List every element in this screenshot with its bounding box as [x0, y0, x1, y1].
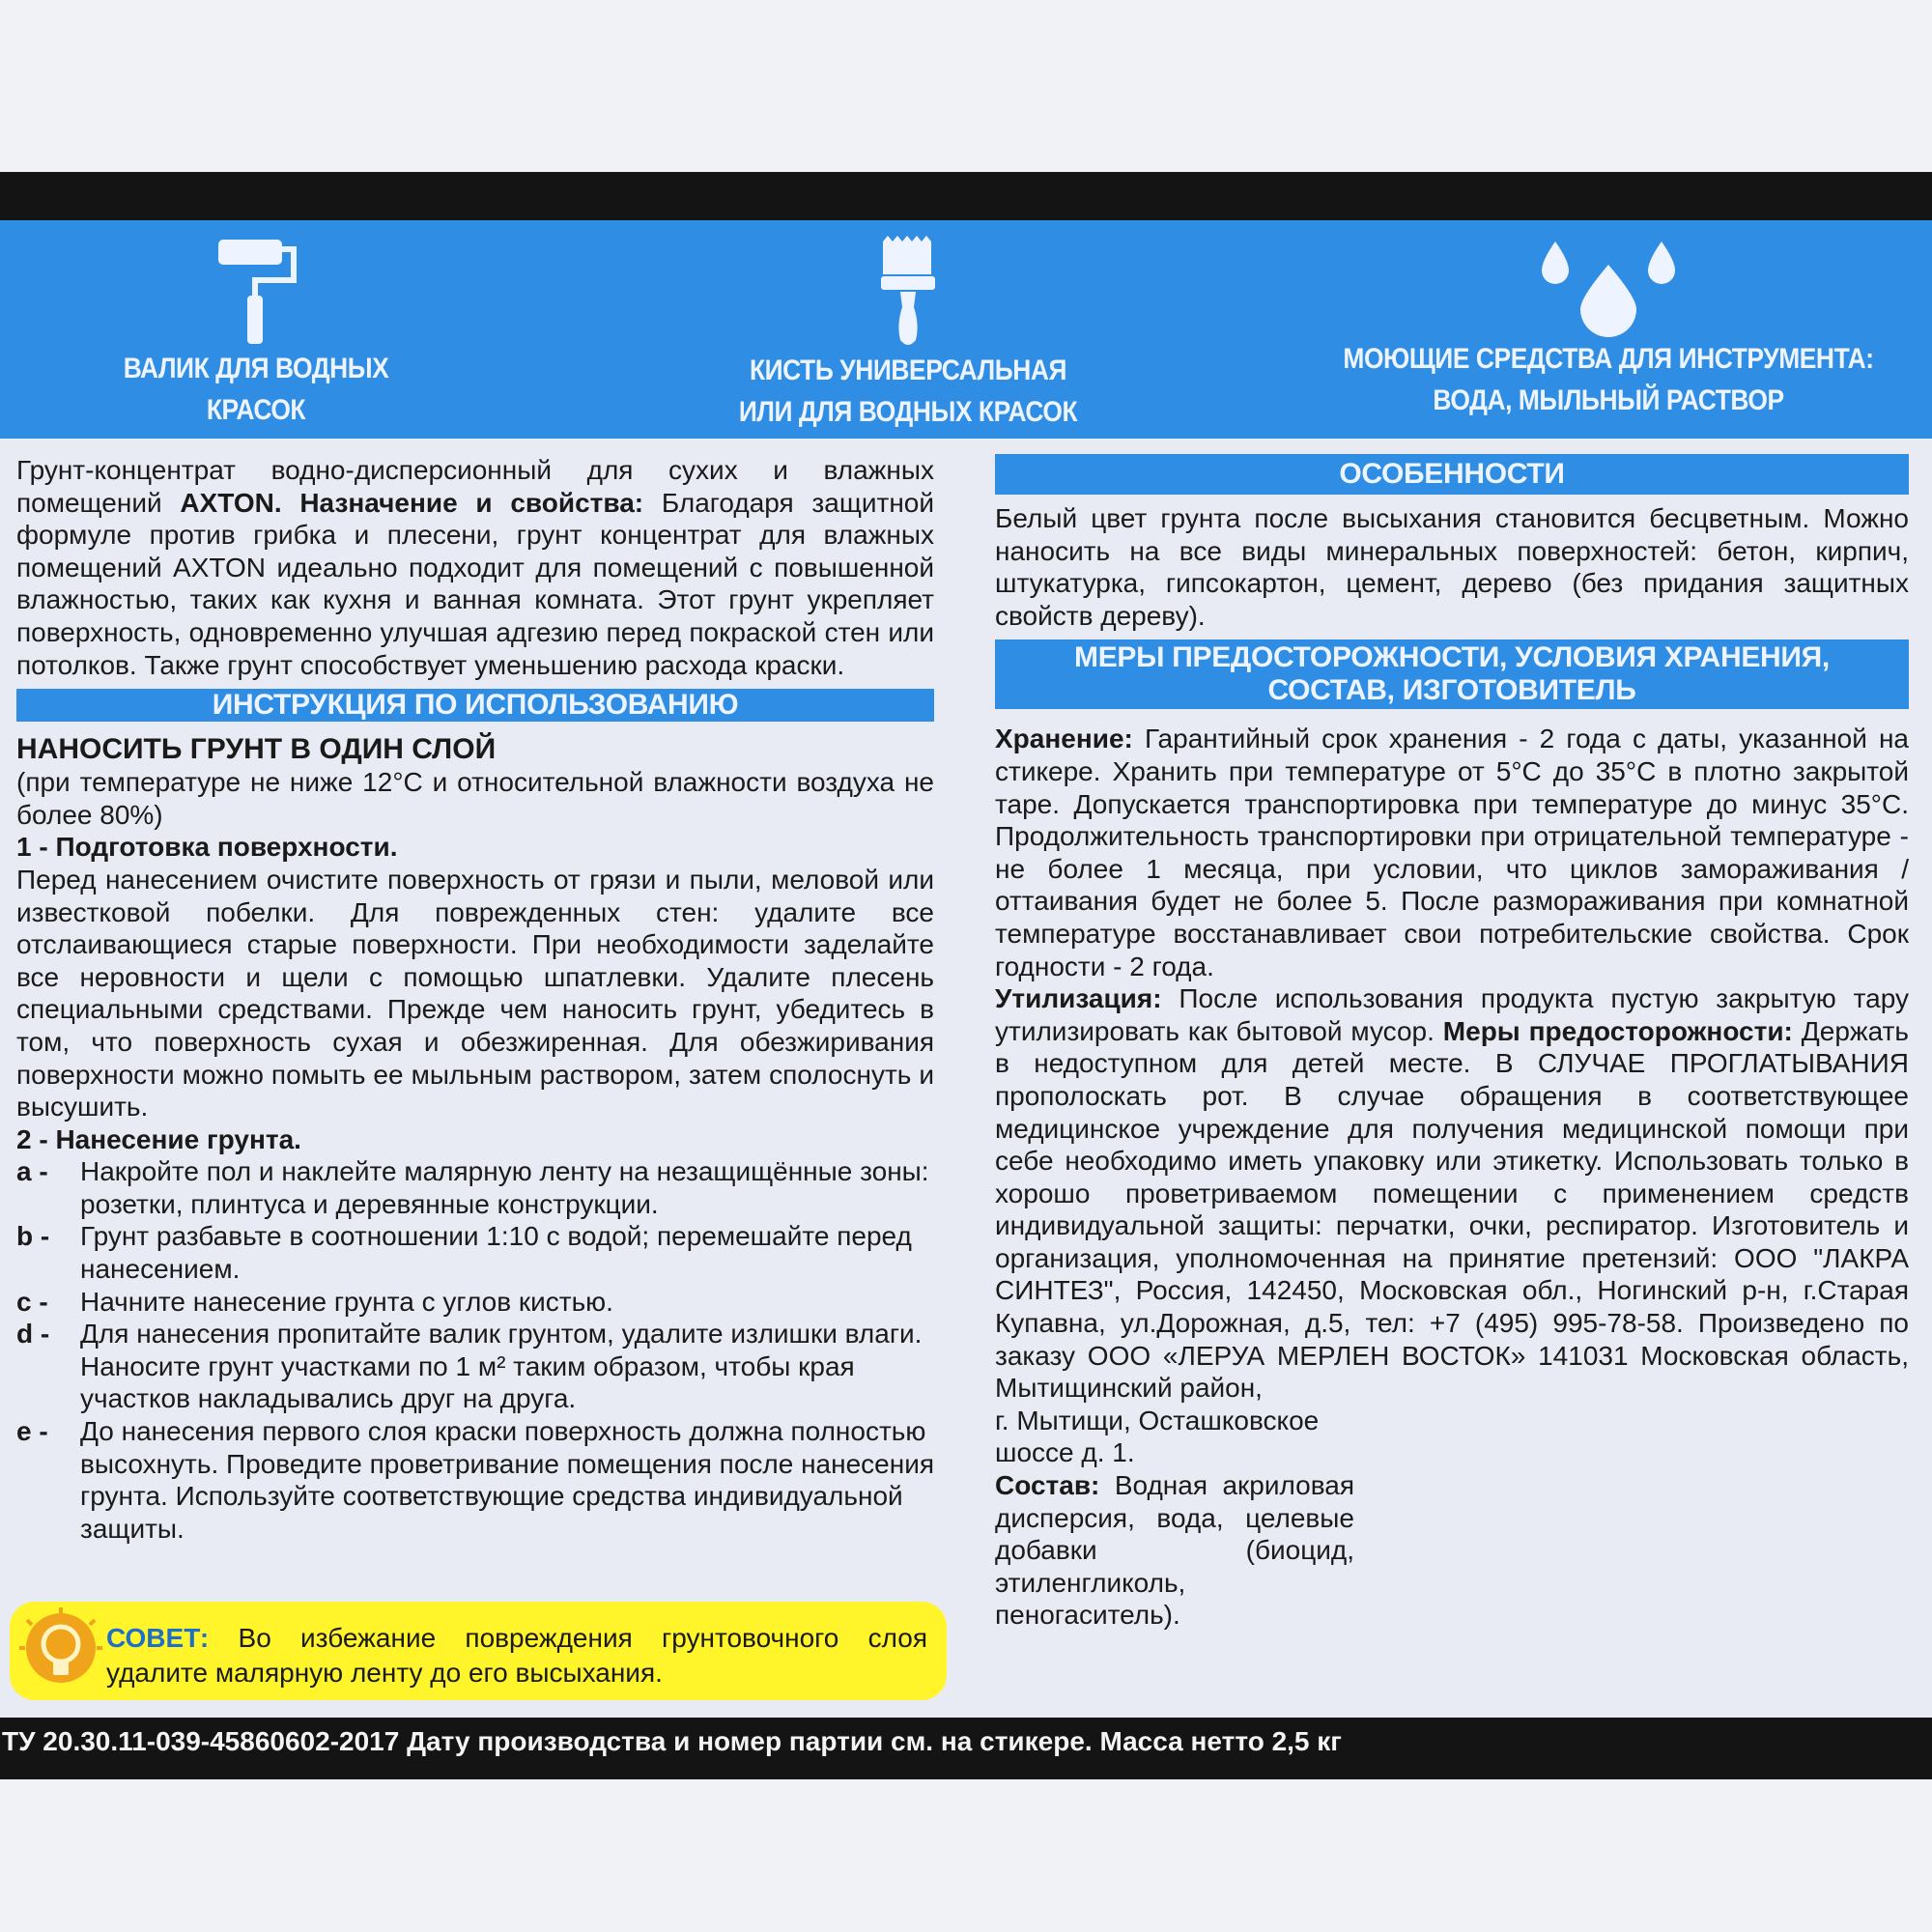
step-1-title: 1 - Подготовка поверхности.	[16, 832, 398, 863]
step-2-title: 2 - Нанесение грунта.	[16, 1123, 301, 1154]
item-letter: b -	[16, 1221, 50, 1252]
paint-brush-icon	[869, 232, 947, 350]
precautions-text: Держать в недоступном для детей месте. В СЛУЧАЕ ПРОГЛАТЫВАНИЯ прополоскать рот. В случае обращения в соответствующее медицинское учреждение для получения медицинской помощи при себе необходимо иметь упаковку или этикетку. Использовать только в хорошо проветриваемом помещении с применением средств индивидуальной защиты: перчатки, очки, респиратор. Изготовитель и организация, уполномоченная на принятие претензий: ООО "ЛАКРА СИНТЕЗ", Россия, 142450, Московская обл., Ногинский р-н, г.Старая Купавна, ул.Дорожная, д.5, тел: +7 (495) 995-78-58. Произведено по заказу ООО «ЛЕРУА МЕРЛЕН ВОСТОК» 141031 Московская область, Мытищинский район,	[995, 1015, 1909, 1404]
purpose-label: Назначение и свойства:	[281, 487, 644, 518]
safety-heading-line2: СОСТАВ, ИЗГОТОВИТЕЛЬ	[1267, 674, 1636, 707]
features-heading: ОСОБЕННОСТИ	[995, 454, 1909, 495]
item-text: Накройте пол и наклейте малярную ленту на незащищённые зоны: розетки, плинтуса и деревянные конструкции.	[80, 1156, 929, 1219]
roller-caption-line1: ВАЛИК ДЛЯ ВОДНЫХ	[123, 353, 389, 384]
roller-tool-group	[39, 220, 473, 439]
safety-heading	[995, 639, 1909, 709]
tip-body: Во избежание повреждения грунтовочного слоя удалите малярную ленту до его высыхания.	[106, 1623, 927, 1688]
right-column	[995, 454, 1909, 1632]
brush-caption-line2: ИЛИ ДЛЯ ВОДНЫХ КРАСОК	[738, 396, 1078, 428]
composition-label: Состав:	[995, 1470, 1100, 1501]
cleaning-caption-line2: ВОДА, МЫЛЬНЫЙ РАСТВОР	[1433, 384, 1784, 416]
item-text: Грунт разбавьте в соотношении 1:10 с водой; перемешайте перед нанесением.	[80, 1221, 912, 1285]
item-letter: c -	[16, 1286, 48, 1317]
top-black-stripe	[0, 172, 1932, 220]
lightbulb-icon	[17, 1607, 104, 1694]
application-conditions: (при температуре не ниже 12°С и относительной влажности воздуха не более 80%)	[16, 767, 934, 830]
list-item	[16, 1286, 934, 1319]
list-item	[16, 1415, 934, 1545]
item-letter: a -	[16, 1156, 48, 1187]
water-drops-icon	[1536, 232, 1681, 338]
features-text: Белый цвет грунта после высыхания становится бесцветным. Можно наносить на все виды минеральных поверхностей: бетон, кирпич, штукатурка, гипсокартон, цемент, дерево (без придания защитных свойств дереву).	[995, 503, 1909, 631]
tools-icon-band	[0, 220, 1932, 439]
item-text: До нанесения первого слоя краски поверхность должна полностью высохнуть. Проведите проветривание помещения после нанесения грунта. Используйте соответствующие средства индивидуальной защиты.	[80, 1416, 934, 1544]
brand-name: AXTON.	[180, 487, 282, 518]
storage-label: Хранение:	[995, 724, 1133, 754]
left-column	[16, 454, 934, 1545]
disposal-label: Утилизация:	[995, 983, 1162, 1014]
list-item	[16, 1220, 934, 1285]
intro-paragraph	[16, 454, 934, 681]
precautions-label: Меры предосторожности:	[1442, 1015, 1793, 1046]
roller-caption-line2: КРАСОК	[206, 394, 306, 426]
address-tail: г. Мытищи, Осташковское шоссе д. 1.	[995, 1405, 1320, 1468]
composition-text: Водная акриловая дисперсия, вода, целевые добавки (биоцид, этиленгликоль, пеногаситель).	[995, 1470, 1354, 1631]
composition-paragraph	[995, 1469, 1354, 1632]
brush-tool-group	[705, 220, 1111, 439]
tip-label: СОВЕТ:	[106, 1623, 210, 1653]
intro-text: Грунт-концентрат водно-дисперсионный для сухих и влажных помещений	[16, 455, 934, 518]
item-letter: d -	[16, 1319, 50, 1350]
item-text: Для нанесения пропитайте валик грунтом, удалите излишки влаги. Наносите грунт участками по 1 м² таким образом, чтобы края участков накладывались друг на друга.	[80, 1319, 923, 1414]
instructions-heading: ИНСТРУКЦИЯ ПО ИСПОЛЬЗОВАНИЮ	[16, 689, 934, 722]
disposal-paragraph	[995, 982, 1909, 1405]
one-coat-heading: НАНОСИТЬ ГРУНТ В ОДИН СЛОЙ	[16, 733, 497, 766]
item-letter: e -	[16, 1416, 48, 1447]
step-1-text: Перед нанесением очистите поверхность от грязи и пыли, меловой или известковой побелки. Для поврежденных стен: удалите все отслаивающиеся старые поверхности. При необходимости заделайте все неровности и щели с помощью шпатлевки. Удалите плесень специальными средствами. Прежде чем наносить грунт, убедитесь в том, что поверхность сухая и обезжиренная. Для обезжиривания поверхности можно помыть ее мыльным раствором, затем сполоснуть и высушить.	[16, 864, 934, 1122]
tip-text	[106, 1621, 927, 1690]
storage-text: Гарантийный срок хранения - 2 года с даты, указанной на стикере. Хранить при температуре от 5°С до 35°С в плотно закрытой таре. Допускается транспортировка при температуре до минус 35°С. Продолжительность транспортировки при отрицательной температуре - не более 1 месяца, при условии, что циклов замораживания / оттаивания будет не более 5. После размораживания при комнатной температуре восстанавливает свои потребительские свойства. Срок годности - 2 года.	[995, 724, 1909, 981]
footer-bar	[0, 1718, 1932, 1779]
disposal-text: После использования продукта пустую закрытую тару утилизировать как бытовой мусор.	[995, 983, 1909, 1046]
tip-box	[10, 1602, 947, 1700]
list-item	[16, 1318, 934, 1415]
storage-paragraph	[995, 723, 1909, 982]
paint-roller-icon	[203, 232, 309, 348]
brush-caption-line1: КИСТЬ УНИВЕРСАЛЬНАЯ	[749, 355, 1067, 386]
cleaning-caption-line1: МОЮЩИЕ СРЕДСТВА ДЛЯ ИНСТРУМЕНТА:	[1343, 343, 1874, 375]
item-text: Начните нанесение грунта с углов кистью.	[80, 1286, 613, 1317]
cleaning-group	[1294, 220, 1922, 439]
purpose-text: Благодаря защитной формуле против грибка и плесени, грунт концентрат для влажных помещений AXTON идеально подходит для помещений с повышенной влажностью, таких как кухня и ванная комната. Этот грунт укрепляет поверхность, одновременно улучшая адгезию перед покраской стен или потолков. Также грунт способствует уменьшению расхода краски.	[16, 487, 934, 680]
list-item	[16, 1155, 934, 1220]
footer-text: ТУ 20.30.11-039-45860602-2017 Дату производства и номер партии см. на стикере. Масса нетто 2,5 кг	[2, 1726, 1342, 1756]
safety-heading-line1: МЕРЫ ПРЕДОСТОРОЖНОСТИ, УСЛОВИЯ ХРАНЕНИЯ,	[1074, 641, 1830, 674]
